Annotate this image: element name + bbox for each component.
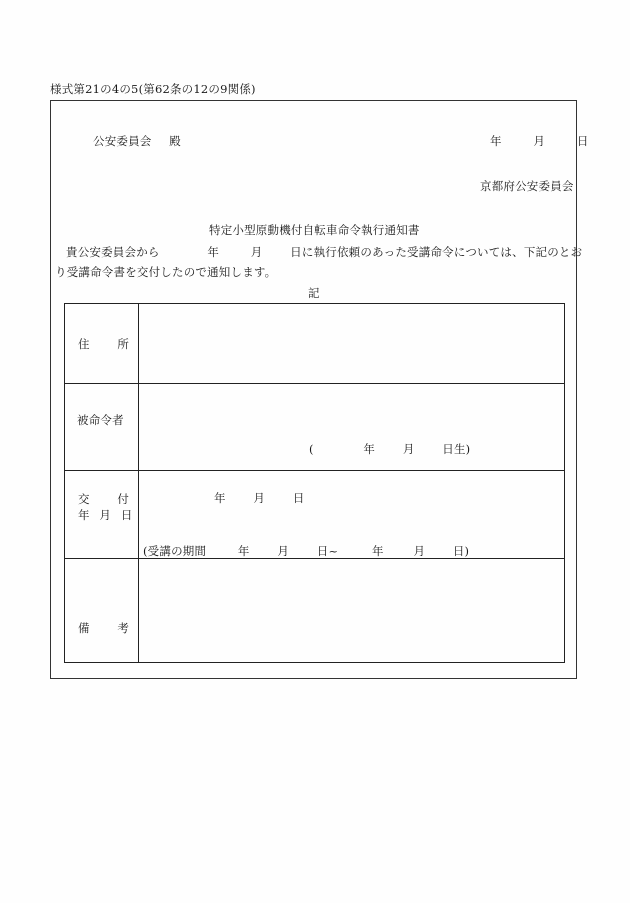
period-month-end: 月 <box>413 544 426 558</box>
delivery-label-b: 付 <box>117 492 130 506</box>
body-year: 年 <box>207 245 220 259</box>
delivery-label-d: 月 <box>99 508 112 522</box>
addressee-name: 公安委員会 <box>93 134 152 148</box>
body-text-b: 日に執行依頼のあった受講命令については、下記のとお <box>290 245 583 259</box>
delivery-label-a: 交 <box>78 492 90 506</box>
delivery-label-e: 日 <box>120 508 133 522</box>
birth-date <box>309 441 470 457</box>
birth-open: ( <box>309 442 314 456</box>
delivery-label-c: 年 <box>78 508 90 522</box>
period-day-start: 日~ <box>316 544 339 558</box>
date-year: 年 <box>490 134 502 148</box>
period-prefix: (受講の期間 <box>143 544 207 558</box>
delivery-label-bottom <box>78 507 133 523</box>
person-label: 被命令者 <box>77 413 124 427</box>
table-row-divider <box>65 383 564 384</box>
form-number: 様式第21の4の5(第62条の12の9関係) <box>50 82 256 96</box>
record-table <box>64 303 565 663</box>
remarks-label <box>78 620 129 636</box>
course-period <box>143 543 469 559</box>
birth-month: 月 <box>402 442 415 456</box>
body-line-1 <box>66 244 582 260</box>
address-label <box>78 336 129 352</box>
table-column-divider <box>138 304 139 662</box>
honorific: 殿 <box>169 134 181 148</box>
body-text-a: 貴公安委員会から <box>66 245 160 259</box>
period-year-end: 年 <box>372 544 384 558</box>
table-row-divider <box>65 470 564 471</box>
address-label-b: 所 <box>117 337 130 351</box>
remarks-label-a: 備 <box>78 621 90 635</box>
delivery-day: 日 <box>292 491 305 505</box>
delivery-date <box>214 490 305 506</box>
period-day-end: 日) <box>452 544 470 558</box>
body-month: 月 <box>250 245 263 259</box>
body-line-2: り受講命令書を交付したので通知します。 <box>55 265 277 279</box>
birth-day: 日生) <box>442 442 471 456</box>
delivery-month: 月 <box>253 491 266 505</box>
sender: 京都府公安委員会 <box>480 179 574 193</box>
header-date <box>490 133 589 149</box>
remarks-label-b: 考 <box>117 621 130 635</box>
addressee <box>93 133 181 149</box>
period-year-start: 年 <box>237 544 250 558</box>
ki-heading: 記 <box>308 286 320 300</box>
date-day: 日 <box>576 134 589 148</box>
document-title: 特定小型原動機付自転車命令執行通知書 <box>209 223 420 237</box>
period-month-start: 月 <box>277 544 290 558</box>
delivery-year: 年 <box>214 491 226 505</box>
address-label-a: 住 <box>78 337 90 351</box>
birth-year: 年 <box>363 442 376 456</box>
delivery-label-top <box>78 491 129 507</box>
date-month: 月 <box>533 134 546 148</box>
